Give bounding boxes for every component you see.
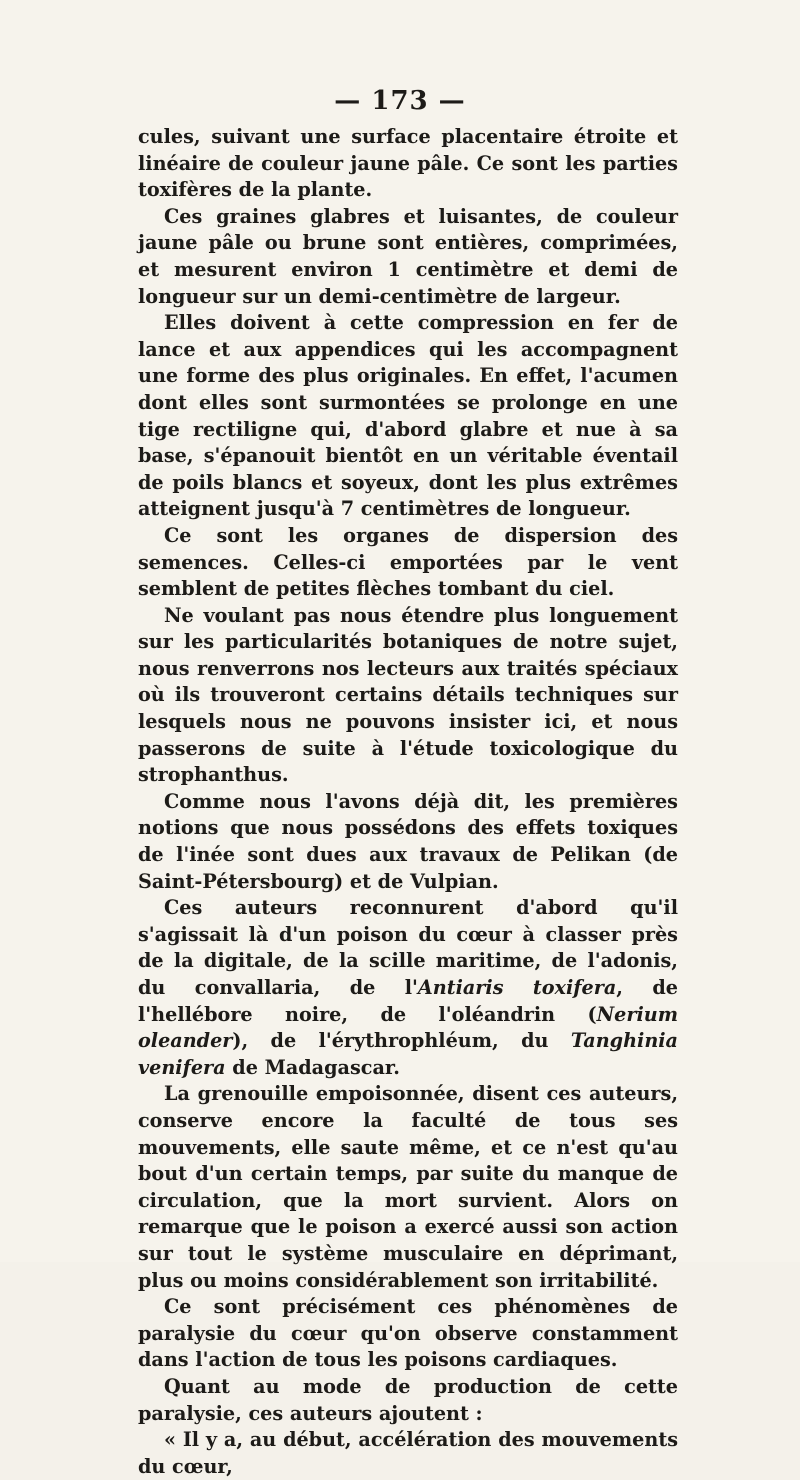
paragraph: Elles doivent à cette compression en fer de lance et aux appendices qui les accompagnent une forme des plus originales. En effet, l'acumen dont elles sont surmontées se prolonge en une tige rectiligne qui, d'abord glabre et nue à sa base, s'épanouit bientôt en un véritable éventail de poils blancs et soyeux, dont les plus extrêmes atteignent jusqu'à 7 centimètres de longueur. [138, 311, 678, 521]
paragraph: Ce sont précisément ces phénomènes de paralysie du cœur qu'on observe constamment dans l'action de tous les poisons cardiaques. [138, 1295, 678, 1372]
paragraph-final-line: « Il y a, au début, accélération des mouvements du cœur, [138, 1428, 678, 1478]
paragraph: Ce sont les organes de dispersion des semences. Celles-ci emportées par le vent semblent de petites flèches tombant du ciel. [138, 523, 678, 601]
paragraph: La grenouille empoisonnée, disent ces auteurs, conserve encore la faculté de tous ses mouvements, elle saute même, et ce n'est qu'au bout d'un certain temps, par suite du manque de circulation, que la mort survient. Alors on remarque que le poison a exercé aussi son action sur tout le système musculaire en déprimant, plus ou moins considérablement son irritabilité. [138, 1082, 678, 1292]
italic-term: Nerium oleander [138, 1002, 678, 1053]
text-run: ), de l'érythrophléum, du [232, 1029, 571, 1053]
paragraph: Quant au mode de production de cette paralysie, ces auteurs ajoutent : [138, 1374, 678, 1425]
paragraph: Ne voulant pas nous étendre plus longuement sur les particularités botaniques de notre sujet, nous renverrons nos lecteurs aux traités spéciaux où ils trouveront certains détails techniques sur lesquels nous ne pouvons insister ici, et nous passerons de suite à l'étude toxicologique du strophanthus. [138, 603, 678, 787]
paragraph: Comme nous l'avons déjà dit, les premières notions que nous possédons des effets toxiques de l'inée sont dues aux travaux de Pelikan (de Saint-Pétersbourg) et de Vulpian. [138, 789, 678, 893]
page-number: — 173 — [334, 86, 466, 116]
text-run: de Madagascar. [225, 1055, 400, 1079]
body-text [138, 124, 678, 1480]
paragraph-authors [138, 895, 678, 1081]
text-run: Ces auteurs reconnurent d'abord qu'il s'agissait là d'un poison du cœur à classer près de la digitale, de la scille maritime, de l'adonis, du convallaria, de l' [138, 896, 678, 999]
italic-term: Tanghinia venifera [138, 1029, 678, 1079]
text-run: , de l'hellébore noire, de l'oléandrin ( [138, 976, 678, 1026]
paragraph: Ces graines glabres et luisantes, de couleur jaune pâle ou brune sont entières, comprimées, et mesurent environ 1 centimètre et demi de longueur sur un demi-centimètre de largeur. [138, 204, 678, 308]
paragraph: cules, suivant une surface placentaire étroite et linéaire de couleur jaune pâle. Ce sont les parties toxifères de la plante. [138, 125, 678, 202]
italic-term: Antiaris toxifera [417, 976, 617, 999]
